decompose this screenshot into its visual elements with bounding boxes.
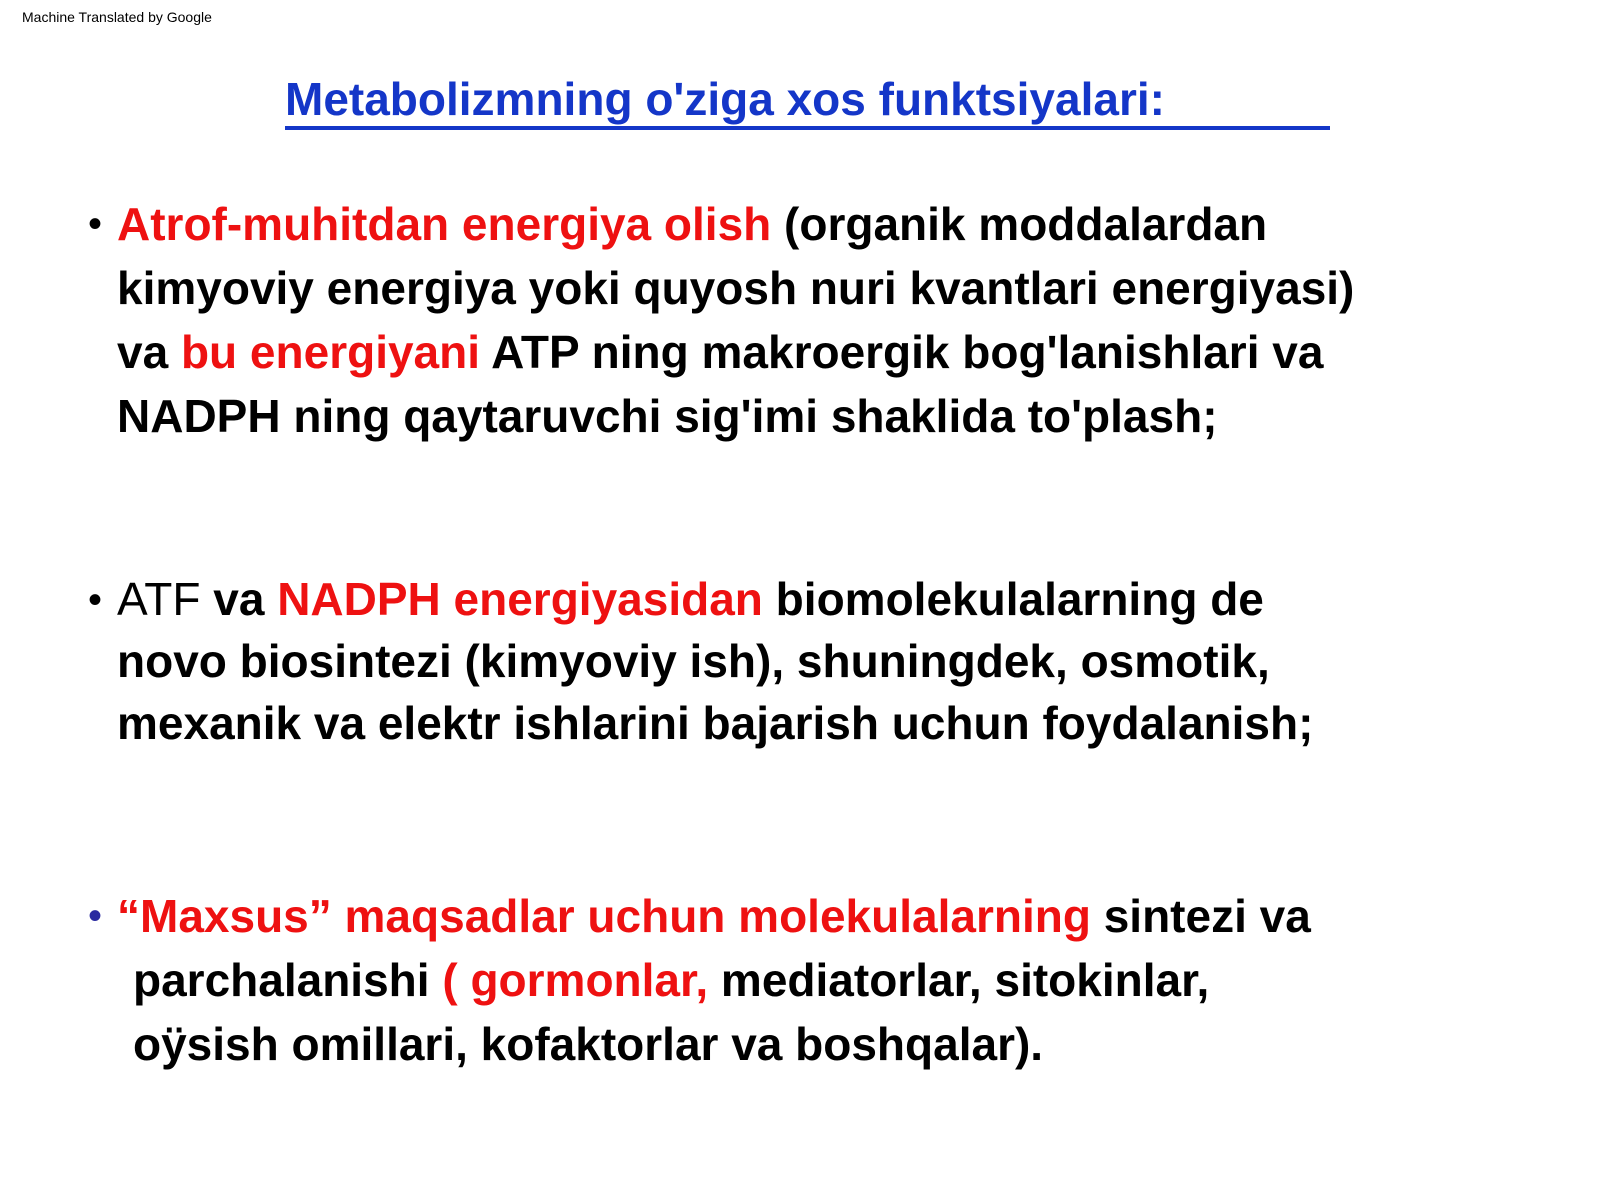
bullet-2-line-3 <box>117 692 1313 754</box>
bullet-1-line-1-seg-1: Atrof-muhitdan energiya olish <box>117 198 772 250</box>
bullet-2-line-2 <box>117 630 1313 692</box>
bullet-3-line-2-seg-1: parchalanishi <box>133 954 443 1006</box>
bullet-2-marker: • <box>88 578 103 622</box>
bullet-1-marker: • <box>88 202 103 246</box>
bullet-1-line-4-seg-1: NADPH ning qaytaruvchi sig'imi shaklida to'plash; <box>117 390 1218 442</box>
bullet-2-line-3-seg-1: mexanik va elektr ishlarini bajarish uchun foydalanish; <box>117 697 1314 749</box>
bullet-2-line-1 <box>117 568 1313 630</box>
bullet-3-line-1 <box>117 884 1311 948</box>
bullet-3-line-1-seg-2: sintezi va <box>1090 890 1311 942</box>
bullet-2-line-1-seg-2: va <box>200 573 278 625</box>
bullet-1-line-4 <box>117 384 1354 448</box>
bullet-1-text <box>117 192 1354 448</box>
bullet-3-marker: • <box>88 894 103 938</box>
bullet-3-text <box>117 884 1311 1076</box>
bullet-3-line-3 <box>117 1012 1311 1076</box>
bullet-3-line-2 <box>117 948 1311 1012</box>
bullet-1-line-3 <box>117 320 1354 384</box>
bullet-3-line-1-seg-1: “Maxsus” maqsadlar uchun molekulalarning <box>117 890 1091 942</box>
bullet-2-line-2-seg-1: novo biosintezi (kimyoviy ish), shuningdek, osmotik, <box>117 635 1270 687</box>
bullet-1-line-2-seg-1: kimyoviy energiya yoki quyosh nuri kvantlari energiyasi) <box>117 262 1355 314</box>
bullet-1-line-2 <box>117 256 1354 320</box>
bullet-2-text <box>117 568 1313 754</box>
bullet-1-line-3-seg-2: bu energiyani <box>180 326 481 378</box>
bullet-1-line-3-seg-3: ATP ning makroergik bog'lanishlari va <box>480 326 1324 378</box>
bullet-3-line-2-seg-2: ( gormonlar, <box>442 954 709 1006</box>
bullet-3-line-2-seg-3: mediatorlar, sitokinlar, <box>708 954 1210 1006</box>
bullet-2-line-1-seg-3: NADPH energiyasidan <box>277 573 763 625</box>
bullet-2-line-1-seg-1: ATF <box>117 573 201 625</box>
bullet-1-line-3-seg-1: va <box>117 326 181 378</box>
bullet-3-line-3-seg-1: oÿsish omillari, kofaktorlar va boshqalar). <box>133 1018 1044 1070</box>
slide-title: Metabolizmning o'ziga xos funktsiyalari: <box>285 74 1330 130</box>
bullet-1-line-1 <box>117 192 1354 256</box>
machine-translation-watermark: Machine Translated by Google <box>22 9 212 25</box>
bullet-1-line-1-seg-2: (organik moddalardan <box>771 198 1268 250</box>
bullet-2-line-1-seg-4: biomolekulalarning de <box>762 573 1264 625</box>
